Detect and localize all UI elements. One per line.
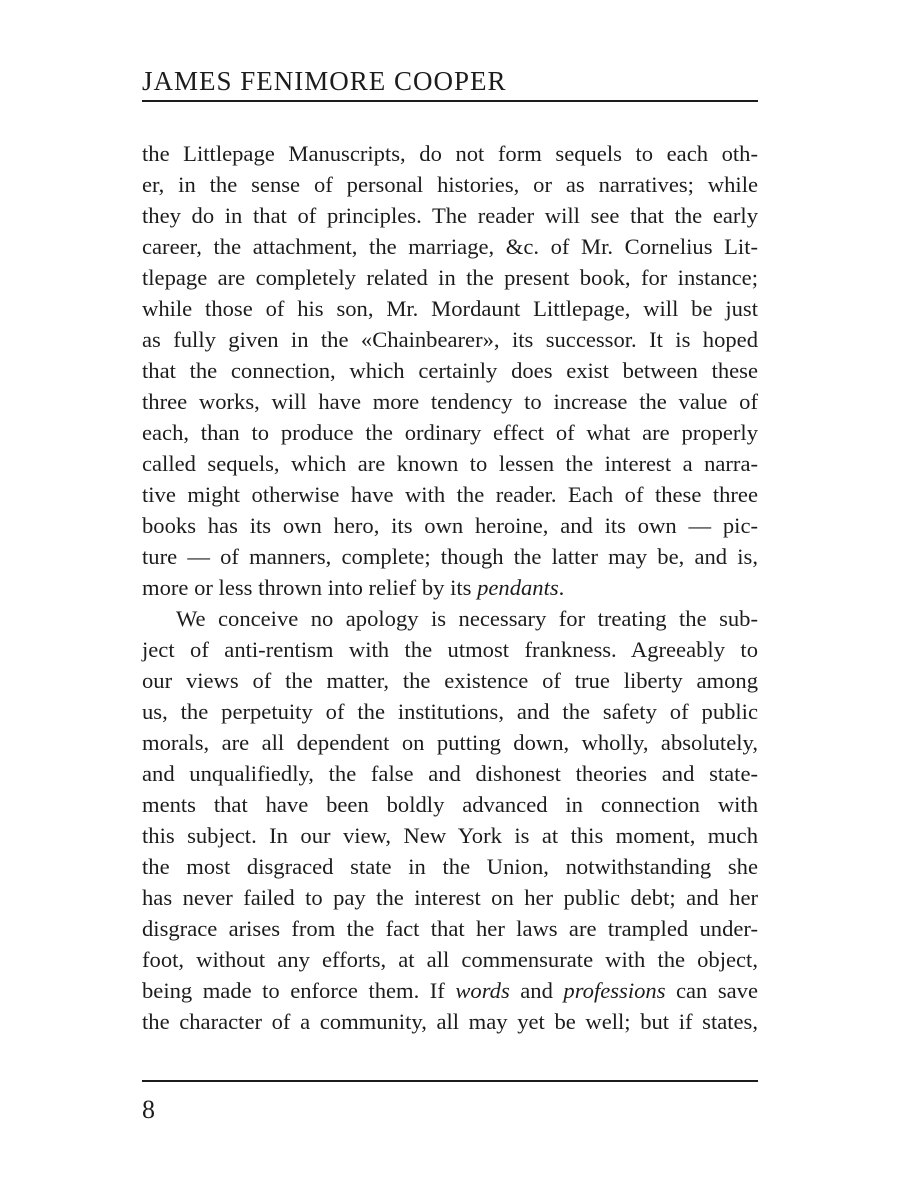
text-line: each, than to produce the ordinary effect of what are properly	[142, 420, 758, 445]
text-line: books has its own hero, its own heroine, and its own — pic-	[142, 513, 758, 538]
text-line	[142, 975, 758, 1006]
text-line: er, in the sense of personal histories, or as narratives; while	[142, 172, 758, 197]
italic-word: pendants	[477, 575, 559, 600]
paragraph-1	[142, 138, 758, 603]
text-line: called sequels, which are known to lessen the interest a narra-	[142, 451, 758, 476]
italic-word: professions	[563, 978, 666, 1003]
text-line: foot, without any efforts, at all commensurate with the object,	[142, 947, 758, 972]
page-number: 8	[142, 1095, 155, 1124]
text-line: and unqualifiedly, the false and dishonest theories and state-	[142, 761, 758, 786]
text-line: tive might otherwise have with the reader. Each of these three	[142, 482, 758, 507]
text-run: more or less thrown into relief by its	[142, 575, 478, 600]
text-line: tlepage are completely related in the present book, for instance;	[142, 265, 758, 290]
text-line: We conceive no apology is necessary for treating the sub-	[176, 606, 758, 631]
text-line: the most disgraced state in the Union, notwithstanding she	[142, 854, 758, 879]
text-run: can save	[665, 978, 759, 1003]
text-line: while those of his son, Mr. Mordaunt Littlepage, will be just	[142, 296, 758, 321]
text-line: morals, are all dependent on putting down, wholly, absolutely,	[142, 730, 758, 755]
italic-word: words	[455, 978, 510, 1003]
text-line: as fully given in the «Chainbearer», its successor. It is hoped	[142, 327, 758, 352]
text-line: they do in that of principles. The reader will see that the early	[142, 203, 758, 228]
text-line: our views of the matter, the existence of true liberty among	[142, 668, 758, 693]
text-line: ments that have been boldly advanced in connection with	[142, 792, 758, 817]
text-run: being made to enforce them. If	[142, 978, 456, 1003]
text-line	[142, 572, 758, 603]
text-line: that the connection, which certainly does exist between these	[142, 358, 758, 383]
text-line: disgrace arises from the fact that her laws are trampled under-	[142, 916, 758, 941]
header-rule	[142, 100, 758, 102]
text-run: .	[558, 575, 565, 600]
running-head-title: JAMES FENIMORE COOPER	[142, 66, 507, 96]
text-line: ject of anti-rentism with the utmost frankness. Agreeably to	[142, 637, 758, 662]
text-line: the character of a community, all may yet be well; but if states,	[142, 1009, 758, 1034]
text-line: has never failed to pay the interest on her public debt; and her	[142, 885, 758, 910]
text-run: and	[509, 978, 564, 1003]
text-line: ture — of manners, complete; though the latter may be, and is,	[142, 544, 758, 569]
footer-rule	[142, 1080, 758, 1082]
text-line: three works, will have more tendency to increase the value of	[142, 389, 758, 414]
body-text	[142, 138, 758, 1037]
paragraph-2	[142, 603, 758, 1037]
text-line: career, the attachment, the marriage, &c. of Mr. Cornelius Lit-	[142, 234, 758, 259]
text-line: this subject. In our view, New York is at this moment, much	[142, 823, 758, 848]
text-line: the Littlepage Manuscripts, do not form sequels to each oth-	[142, 141, 758, 166]
text-line: us, the perpetuity of the institutions, and the safety of public	[142, 699, 758, 724]
